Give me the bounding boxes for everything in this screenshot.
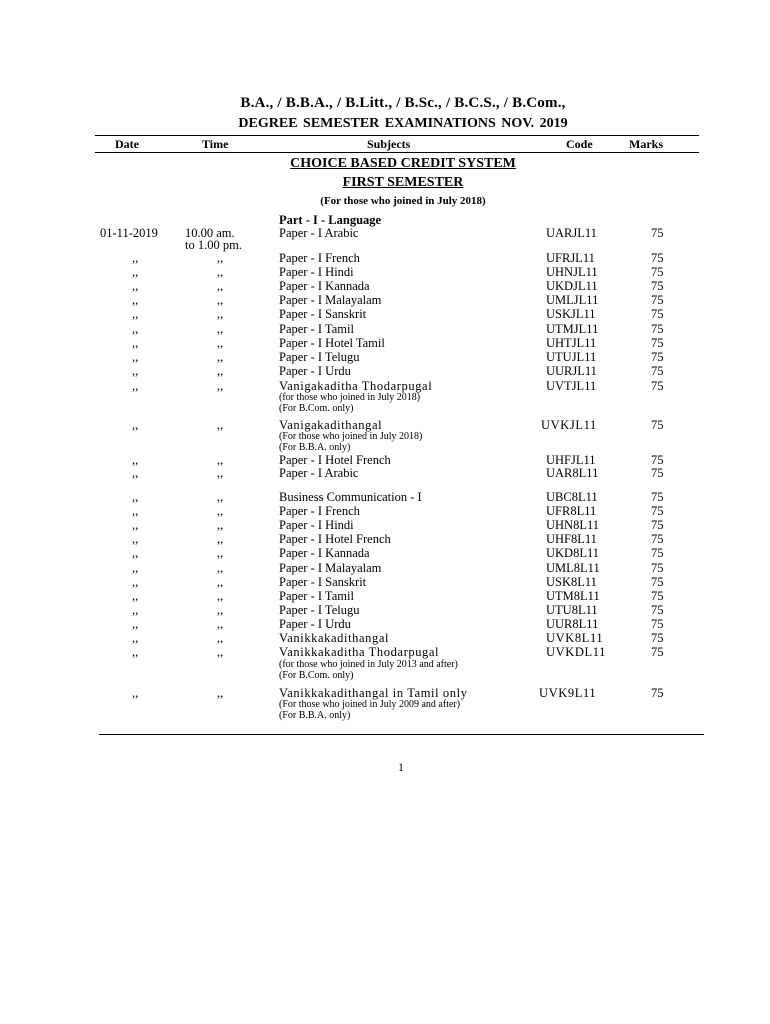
table-row (0, 364, 770, 378)
table-row (0, 532, 770, 546)
ditto-mark: ,, (132, 251, 139, 265)
subject: Paper - I Hotel French (279, 453, 391, 467)
ditto-mark: ,, (217, 631, 224, 645)
ditto-mark: ,, (217, 321, 224, 336)
table-row (0, 251, 770, 265)
subject: Paper - I Tamil (279, 321, 354, 336)
code: UMLJL11 (546, 293, 599, 308)
ditto-mark: ,, (132, 335, 139, 350)
marks: 75 (651, 546, 664, 561)
page-number: 1 (398, 760, 404, 774)
marks: 75 (651, 645, 664, 660)
exam-date: 01-11-2019 (100, 226, 158, 240)
ditto-mark: ,, (217, 560, 224, 575)
ditto-mark: ,, (217, 532, 224, 547)
subject-note: (For those who joined in July 2018) (279, 431, 423, 442)
code: UTU8L11 (546, 602, 598, 617)
ditto-mark: ,, (217, 251, 224, 265)
marks: 75 (651, 465, 664, 480)
code: UHNJL11 (546, 265, 598, 280)
ditto-mark: ,, (217, 265, 224, 280)
ditto-mark: ,, (217, 349, 224, 364)
rule-under-header (95, 152, 699, 153)
marks: 75 (651, 279, 664, 294)
ditto-mark: ,, (132, 518, 139, 533)
table-row (0, 518, 770, 532)
table-row (0, 350, 770, 364)
marks: 75 (651, 418, 664, 432)
code: UVKJL11 (541, 418, 597, 432)
subject-note: (for those who joined in July 2013 and after) (279, 659, 458, 670)
table-row (0, 336, 770, 350)
marks: 75 (651, 490, 664, 504)
table-row (0, 418, 770, 432)
subject: Paper - I Telugu (279, 602, 360, 617)
subject: Paper - I Sanskrit (279, 307, 367, 322)
marks: 75 (651, 307, 664, 322)
ditto-mark: ,, (217, 602, 224, 617)
ditto-mark: ,, (132, 616, 139, 631)
subject-note: (for those who joined in July 2018) (279, 392, 421, 403)
part-heading: Part - I - Language (279, 213, 382, 227)
table-row (0, 379, 770, 393)
subject: Paper - I Hindi (279, 518, 354, 533)
ditto-mark: ,, (132, 574, 139, 589)
col-time: Time (202, 137, 229, 151)
subject-note: (For those who joined in July 2009 and after) (279, 699, 461, 710)
ditto-mark: ,, (132, 293, 139, 308)
exam-time-end: to 1.00 pm. (185, 238, 242, 252)
subject: Vanikkakadithangal in Tamil only (279, 686, 468, 700)
subject: Paper - I Sanskrit (279, 574, 367, 589)
table-row (0, 686, 770, 700)
ditto-mark: ,, (132, 349, 139, 364)
ditto-mark: ,, (132, 465, 139, 480)
subject: Business Communication - I (279, 490, 422, 504)
marks: 75 (651, 574, 664, 589)
code: UVK8L11 (546, 631, 604, 645)
table-row (0, 617, 770, 631)
marks: 75 (651, 379, 664, 393)
marks: 75 (651, 616, 664, 631)
marks: 75 (651, 321, 664, 336)
subject: Paper - I Malayalam (279, 560, 382, 575)
code: UKDJL11 (546, 279, 598, 294)
code: UUR8L11 (546, 616, 599, 631)
ditto-mark: ,, (217, 363, 224, 378)
marks: 75 (651, 349, 664, 364)
ditto-mark: ,, (217, 574, 224, 589)
table-row (0, 279, 770, 293)
ditto-mark: ,, (132, 279, 139, 294)
marks: 75 (651, 532, 664, 547)
col-marks: Marks (629, 137, 663, 151)
subject: Paper - I Arabic (279, 226, 359, 240)
ditto-mark: ,, (132, 265, 139, 280)
subject: Paper - I Malayalam (279, 293, 382, 308)
col-subjects: Subjects (367, 137, 411, 151)
subject: Paper - I Urdu (279, 616, 351, 631)
ditto-mark: ,, (132, 631, 139, 645)
subject: Paper - I Kannada (279, 279, 370, 294)
code: UVTJL11 (546, 379, 597, 393)
code: UHN8L11 (546, 518, 600, 533)
code: UHF8L11 (546, 532, 597, 547)
subject: Paper - I Hotel French (279, 532, 391, 547)
code: USK8L11 (546, 574, 597, 589)
table-row (0, 322, 770, 336)
table-row (0, 466, 770, 480)
table-row (0, 603, 770, 617)
marks: 75 (651, 686, 664, 700)
subject-note: (For B.Com. only) (279, 403, 354, 414)
ditto-mark: ,, (217, 465, 224, 480)
subject-note: (For B.Com. only) (279, 670, 354, 681)
code: UAR8L11 (546, 465, 599, 480)
ditto-mark: ,, (132, 453, 139, 467)
marks: 75 (651, 453, 664, 467)
table-row (0, 645, 770, 659)
table-row (0, 546, 770, 560)
code: UFR8L11 (546, 504, 597, 519)
ditto-mark: ,, (217, 645, 224, 660)
table-row (0, 490, 770, 504)
code: UFRJL11 (546, 251, 595, 265)
marks: 75 (651, 251, 664, 265)
marks: 75 (651, 335, 664, 350)
ditto-mark: ,, (132, 379, 139, 393)
code: UTMJL11 (546, 321, 599, 336)
subject: Paper - I Hindi (279, 265, 354, 280)
ditto-mark: ,, (217, 293, 224, 308)
code: USKJL11 (546, 307, 596, 322)
marks: 75 (651, 631, 664, 645)
ditto-mark: ,, (217, 686, 224, 700)
header-line-2: DEGREE SEMESTER EXAMINATIONS NOV. 2019 (238, 116, 568, 131)
rule-bottom (99, 734, 704, 735)
table-row (0, 293, 770, 307)
ditto-mark: ,, (217, 518, 224, 533)
code: UHFJL11 (546, 453, 596, 467)
subject: Vanikkakadithangal (279, 631, 390, 645)
subject: Paper - I Urdu (279, 363, 351, 378)
semester-title: FIRST SEMESTER (342, 175, 464, 190)
table-row (0, 631, 770, 645)
code: UVKDL11 (546, 645, 606, 660)
code: UVK9L11 (539, 686, 597, 700)
subject-note: (For B.B.A. only) (279, 710, 351, 721)
time-continuation (0, 238, 770, 252)
exam-time: 10.00 am. (185, 226, 235, 240)
subject: Paper - I Arabic (279, 465, 359, 480)
table-row (0, 561, 770, 575)
ditto-mark: ,, (217, 307, 224, 322)
ditto-mark: ,, (217, 616, 224, 631)
ditto-mark: ,, (217, 453, 224, 467)
ditto-mark: ,, (132, 645, 139, 660)
subject: Paper - I French (279, 504, 360, 519)
ditto-mark: ,, (132, 321, 139, 336)
marks: 75 (651, 504, 664, 519)
code: UML8L11 (546, 560, 600, 575)
ditto-mark: ,, (132, 363, 139, 378)
code: UHTJL11 (546, 335, 597, 350)
subject: Paper - I Telugu (279, 349, 360, 364)
marks: 75 (651, 560, 664, 575)
ditto-mark: ,, (132, 490, 139, 504)
ditto-mark: ,, (132, 532, 139, 547)
marks: 75 (651, 226, 664, 240)
ditto-mark: ,, (132, 504, 139, 519)
subject: Paper - I Tamil (279, 588, 354, 603)
code: UURJL11 (546, 363, 597, 378)
joined-note: (For those who joined in July 2018) (320, 195, 486, 207)
table-row (0, 589, 770, 603)
code: UARJL11 (546, 226, 597, 240)
ditto-mark: ,, (217, 379, 224, 393)
marks: 75 (651, 293, 664, 308)
subject-note: (For B.B.A. only) (279, 442, 351, 453)
col-code: Code (566, 137, 593, 151)
ditto-mark: ,, (217, 588, 224, 603)
code: UTM8L11 (546, 588, 600, 603)
subject: Vanikkakaditha Thodarpugal (279, 645, 440, 660)
ditto-mark: ,, (217, 490, 224, 504)
subject: Paper - I Kannada (279, 546, 370, 561)
ditto-mark: ,, (217, 504, 224, 519)
ditto-mark: ,, (132, 686, 139, 700)
ditto-mark: ,, (217, 418, 224, 432)
table-row (0, 307, 770, 321)
marks: 75 (651, 265, 664, 280)
subject: Paper - I Hotel Tamil (279, 335, 385, 350)
ditto-mark: ,, (217, 335, 224, 350)
ditto-mark: ,, (217, 546, 224, 561)
marks: 75 (651, 518, 664, 533)
subject: Vanigakaditha Thodarpugal (279, 379, 433, 393)
marks: 75 (651, 602, 664, 617)
col-date: Date (115, 137, 139, 151)
ditto-mark: ,, (132, 307, 139, 322)
ditto-mark: ,, (132, 418, 139, 432)
subject: Paper - I French (279, 251, 360, 265)
table-row (0, 265, 770, 279)
ditto-mark: ,, (217, 279, 224, 294)
header-line-1: B.A., / B.B.A., / B.Litt., / B.Sc., / B.C.S., / B.Com., (240, 95, 566, 111)
ditto-mark: ,, (132, 588, 139, 603)
ditto-mark: ,, (132, 560, 139, 575)
code: UTUJL11 (546, 349, 597, 364)
code: UKD8L11 (546, 546, 600, 561)
system-title: CHOICE BASED CREDIT SYSTEM (290, 156, 516, 171)
ditto-mark: ,, (132, 602, 139, 617)
marks: 75 (651, 363, 664, 378)
table-row (0, 575, 770, 589)
code: UBC8L11 (546, 490, 598, 504)
subject: Vanigakadithangal (279, 418, 383, 432)
marks: 75 (651, 588, 664, 603)
table-row (0, 504, 770, 518)
ditto-mark: ,, (132, 546, 139, 561)
rule-top (95, 135, 699, 136)
